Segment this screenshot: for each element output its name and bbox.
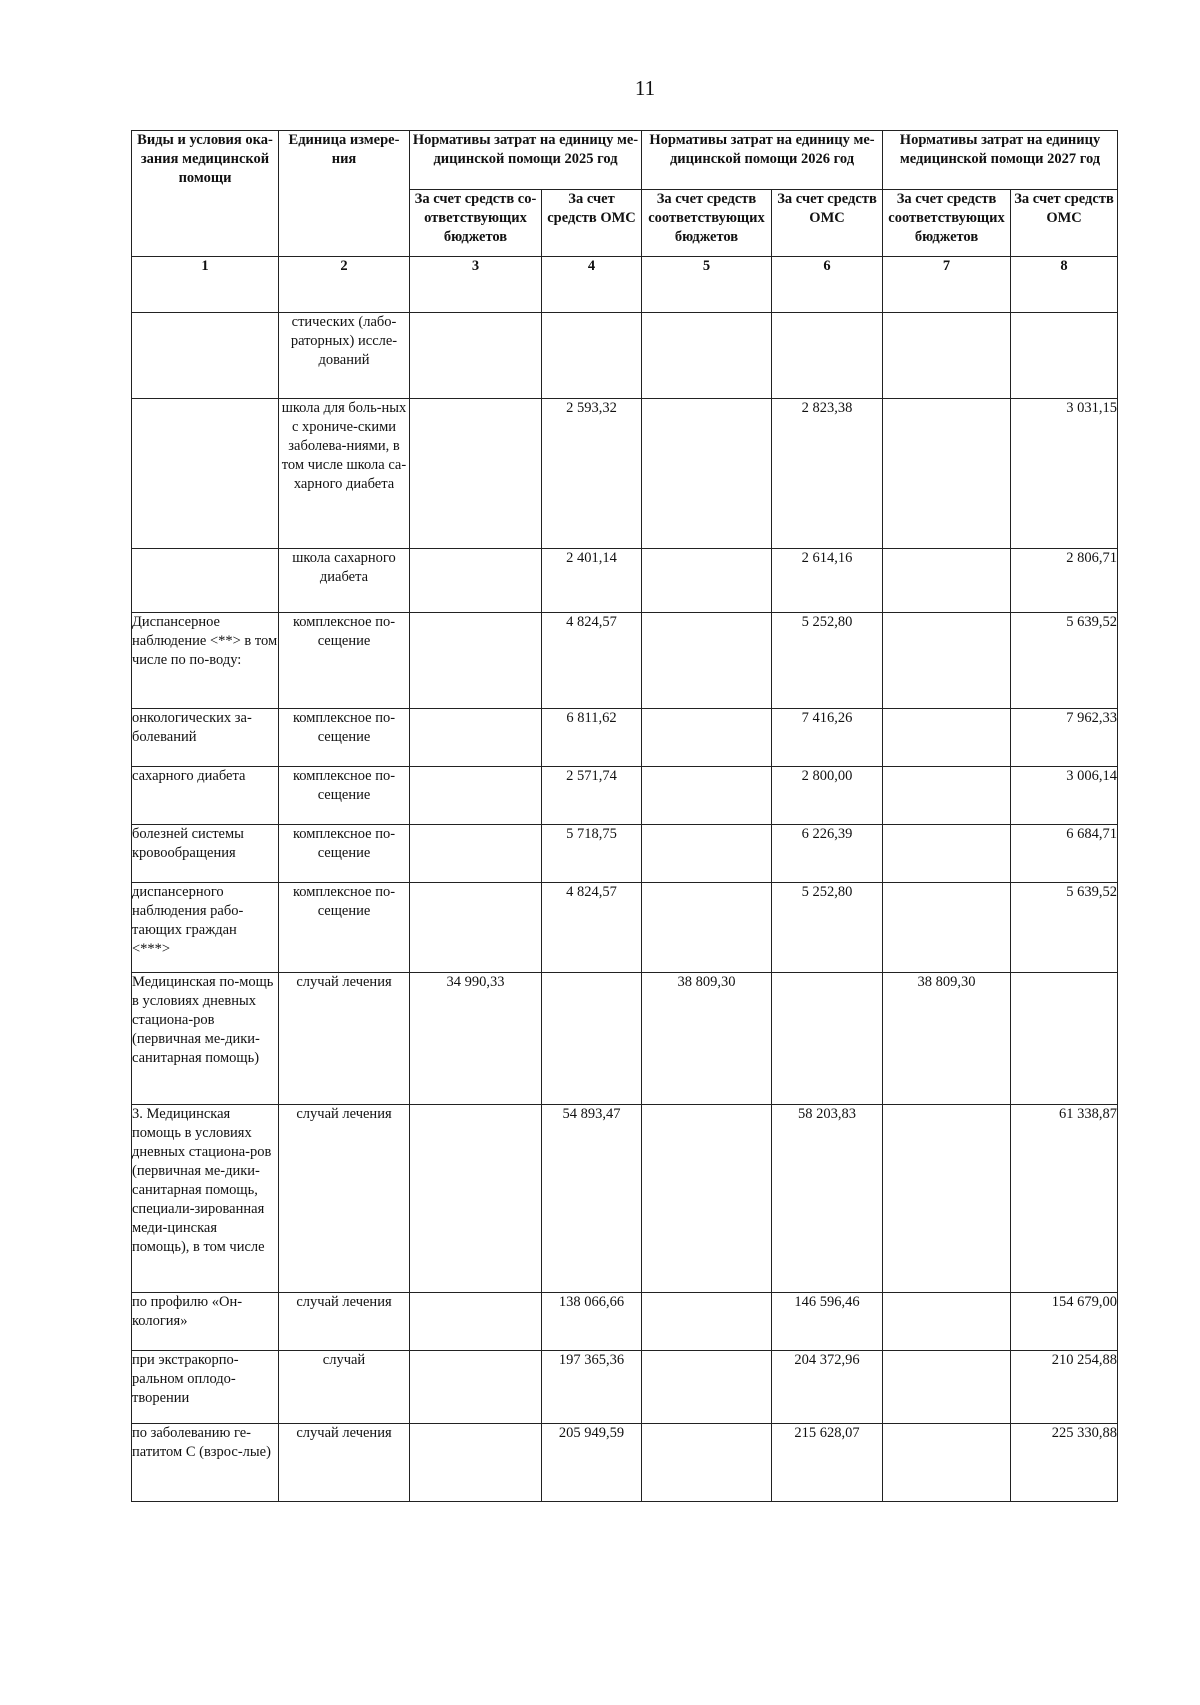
budget-2025-cell [410, 767, 542, 825]
budget-2025-cell [410, 825, 542, 883]
unit-cell: случай лечения [279, 1424, 410, 1502]
budget-2026-cell [642, 399, 772, 549]
budget-2025-cell [410, 399, 542, 549]
oms-2025-cell [542, 973, 642, 1105]
column-number-8: 8 [1011, 257, 1118, 313]
budget-2027-cell [883, 1293, 1011, 1351]
unit-cell: случай лечения [279, 973, 410, 1105]
budget-2027-cell [883, 767, 1011, 825]
oms-2027-cell: 210 254,88 [1011, 1351, 1118, 1424]
budget-2026-cell [642, 709, 772, 767]
care-type-cell: Диспансерное наблюдение <**> в том числе по по-воду: [132, 613, 279, 709]
oms-2025-cell: 4 824,57 [542, 883, 642, 973]
care-type-cell: при экстракорпо-ральном оплодо-творении [132, 1351, 279, 1424]
budget-2026-cell [642, 883, 772, 973]
unit-cell: комплексное по-сещение [279, 767, 410, 825]
budget-2027-cell [883, 399, 1011, 549]
oms-2026-cell: 7 416,26 [772, 709, 883, 767]
oms-2026-cell: 204 372,96 [772, 1351, 883, 1424]
column-number-3: 3 [410, 257, 542, 313]
unit-cell: стических (лабо-раторных) иссле-дований [279, 313, 410, 399]
care-type-cell: диспансерного наблюдения рабо-тающих граждан <***> [132, 883, 279, 973]
unit-cell: школа сахарного диабета [279, 549, 410, 613]
oms-2027-cell: 5 639,52 [1011, 883, 1118, 973]
header-2026-budget: За счет средств соответствующих бюджетов [642, 190, 772, 257]
cost-norms-table [131, 130, 1118, 1502]
table-row [132, 399, 1118, 549]
oms-2026-cell: 215 628,07 [772, 1424, 883, 1502]
header-2027-oms: За счет средств ОМС [1011, 190, 1118, 257]
table-row [132, 613, 1118, 709]
budget-2026-cell [642, 549, 772, 613]
budget-2025-cell [410, 549, 542, 613]
oms-2025-cell: 205 949,59 [542, 1424, 642, 1502]
budget-2026-cell [642, 1424, 772, 1502]
oms-2027-cell: 61 338,87 [1011, 1105, 1118, 1293]
oms-2026-cell: 2 823,38 [772, 399, 883, 549]
care-type-cell: сахарного диабета [132, 767, 279, 825]
budget-2027-cell [883, 709, 1011, 767]
budget-2026-cell [642, 1105, 772, 1293]
care-type-cell: по заболеванию ге-патитом С (взрос-лые) [132, 1424, 279, 1502]
oms-2027-cell: 7 962,33 [1011, 709, 1118, 767]
care-type-cell [132, 399, 279, 549]
budget-2026-cell [642, 313, 772, 399]
column-number-7: 7 [883, 257, 1011, 313]
budget-2027-cell [883, 1351, 1011, 1424]
table-row [132, 883, 1118, 973]
budget-2027-cell [883, 825, 1011, 883]
oms-2026-cell: 5 252,80 [772, 613, 883, 709]
budget-2027-cell [883, 313, 1011, 399]
header-2025-oms: За счет средств ОМС [542, 190, 642, 257]
header-unit: Единица измере-ния [279, 131, 410, 257]
oms-2027-cell: 3 006,14 [1011, 767, 1118, 825]
column-number-2: 2 [279, 257, 410, 313]
budget-2027-cell [883, 883, 1011, 973]
care-type-cell: онкологических за-болеваний [132, 709, 279, 767]
oms-2026-cell: 2 614,16 [772, 549, 883, 613]
oms-2025-cell: 4 824,57 [542, 613, 642, 709]
budget-2026-cell [642, 1293, 772, 1351]
budget-2026-cell [642, 767, 772, 825]
oms-2026-cell: 5 252,80 [772, 883, 883, 973]
table-row [132, 1293, 1118, 1351]
oms-2027-cell: 225 330,88 [1011, 1424, 1118, 1502]
unit-cell: комплексное по-сещение [279, 613, 410, 709]
budget-2025-cell [410, 1105, 542, 1293]
table-row [132, 709, 1118, 767]
column-number-5: 5 [642, 257, 772, 313]
header-2025-budget: За счет средств со-ответствующих бюджетов [410, 190, 542, 257]
budget-2025-cell [410, 1293, 542, 1351]
column-number-4: 4 [542, 257, 642, 313]
oms-2027-cell: 6 684,71 [1011, 825, 1118, 883]
header-group-2025: Нормативы затрат на единицу ме-дицинской помощи 2025 год [410, 131, 642, 190]
oms-2025-cell: 54 893,47 [542, 1105, 642, 1293]
table-row [132, 1351, 1118, 1424]
care-type-cell: по профилю «Он-кология» [132, 1293, 279, 1351]
budget-2025-cell [410, 313, 542, 399]
budget-2027-cell [883, 1105, 1011, 1293]
unit-cell: комплексное по-сещение [279, 883, 410, 973]
care-type-cell [132, 313, 279, 399]
column-number-1: 1 [132, 257, 279, 313]
unit-cell: комплексное по-сещение [279, 709, 410, 767]
unit-cell: школа для боль-ных с хрониче-скими заболева-ниями, в том числе школа са-харного диабета [279, 399, 410, 549]
oms-2026-cell: 58 203,83 [772, 1105, 883, 1293]
header-2026-oms: За счет средств ОМС [772, 190, 883, 257]
table-body [132, 313, 1118, 1502]
budget-2025-cell [410, 1424, 542, 1502]
unit-cell: случай лечения [279, 1105, 410, 1293]
budget-2025-cell: 34 990,33 [410, 973, 542, 1105]
table-header [132, 131, 1118, 313]
oms-2027-cell: 3 031,15 [1011, 399, 1118, 549]
table-row [132, 1424, 1118, 1502]
budget-2026-cell [642, 825, 772, 883]
unit-cell: случай лечения [279, 1293, 410, 1351]
oms-2026-cell [772, 973, 883, 1105]
budget-2027-cell [883, 549, 1011, 613]
table-row [132, 313, 1118, 399]
care-type-cell: 3. Медицинская помощь в условиях дневных стациона-ров (первичная ме-дики-санитарная помощь, специали-зированная меди-цинская помощь), в том числе [132, 1105, 279, 1293]
oms-2025-cell: 2 571,74 [542, 767, 642, 825]
oms-2027-cell: 5 639,52 [1011, 613, 1118, 709]
oms-2025-cell: 138 066,66 [542, 1293, 642, 1351]
care-type-cell [132, 549, 279, 613]
care-type-cell: Медицинская по-мощь в условиях дневных стациона-ров (первичная ме-дики-санитарная помощь) [132, 973, 279, 1105]
budget-2027-cell [883, 1424, 1011, 1502]
header-2027-budget: За счет средств соответствующих бюджетов [883, 190, 1011, 257]
budget-2025-cell [410, 883, 542, 973]
unit-cell: комплексное по-сещение [279, 825, 410, 883]
oms-2025-cell: 5 718,75 [542, 825, 642, 883]
oms-2027-cell: 154 679,00 [1011, 1293, 1118, 1351]
oms-2025-cell: 2 593,32 [542, 399, 642, 549]
table-row [132, 1105, 1118, 1293]
oms-2026-cell: 6 226,39 [772, 825, 883, 883]
column-number-6: 6 [772, 257, 883, 313]
oms-2025-cell [542, 313, 642, 399]
table-row [132, 973, 1118, 1105]
care-type-cell: болезней системы кровообращения [132, 825, 279, 883]
oms-2027-cell: 2 806,71 [1011, 549, 1118, 613]
oms-2025-cell: 197 365,36 [542, 1351, 642, 1424]
budget-2026-cell [642, 1351, 772, 1424]
oms-2026-cell: 146 596,46 [772, 1293, 883, 1351]
table-row [132, 767, 1118, 825]
budget-2027-cell [883, 613, 1011, 709]
oms-2025-cell: 2 401,14 [542, 549, 642, 613]
table-row [132, 825, 1118, 883]
budget-2027-cell: 38 809,30 [883, 973, 1011, 1105]
budget-2025-cell [410, 709, 542, 767]
budget-2025-cell [410, 613, 542, 709]
oms-2026-cell: 2 800,00 [772, 767, 883, 825]
oms-2025-cell: 6 811,62 [542, 709, 642, 767]
unit-cell: случай [279, 1351, 410, 1424]
budget-2025-cell [410, 1351, 542, 1424]
header-group-2027: Нормативы затрат на единицу медицинской помощи 2027 год [883, 131, 1118, 190]
header-group-2026: Нормативы затрат на единицу ме-дицинской помощи 2026 год [642, 131, 883, 190]
page-number: 11 [634, 76, 656, 100]
header-care-type: Виды и условия ока-зания медицинской помощи [132, 131, 279, 257]
budget-2026-cell: 38 809,30 [642, 973, 772, 1105]
oms-2027-cell [1011, 313, 1118, 399]
table-row [132, 549, 1118, 613]
budget-2026-cell [642, 613, 772, 709]
oms-2026-cell [772, 313, 883, 399]
oms-2027-cell [1011, 973, 1118, 1105]
